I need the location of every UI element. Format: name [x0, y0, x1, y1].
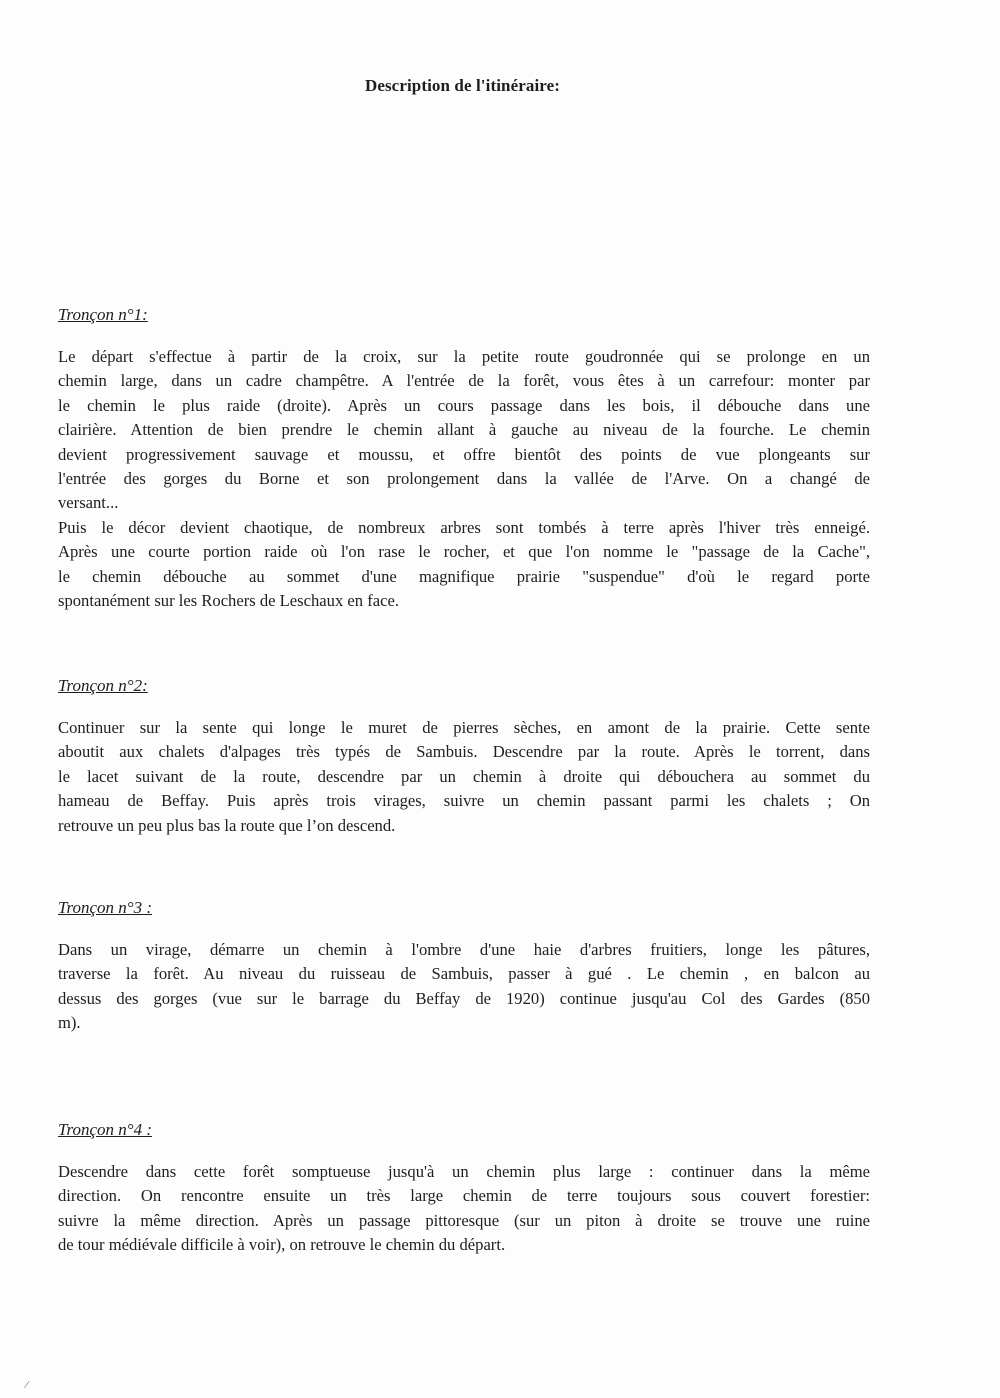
section-heading-2: Tronçon n°2:	[58, 676, 148, 695]
text-line: Puis le décor devient chaotique, de nombreux arbres sont tombés à terre après l'hiver très enneigé.	[58, 517, 870, 537]
section-body-4	[58, 1160, 870, 1258]
text-line: versant...	[58, 493, 119, 513]
text-line: clairière. Attention de bien prendre le chemin allant à gauche au niveau de la fourche. Le chemin	[58, 420, 870, 440]
text-line: traverse la forêt. Au niveau du ruisseau de Sambuis, passer à gué . Le chemin , en balcon au	[58, 964, 870, 984]
section-body-3	[58, 938, 870, 1036]
section-body-1	[58, 345, 870, 613]
text-line: de tour médiévale difficile à voir), on retrouve le chemin du départ.	[58, 1235, 506, 1255]
text-line: suivre la même direction. Après un passage pittoresque (sur un piton à droite se trouve une ruine	[58, 1210, 870, 1230]
text-line: Après une courte portion raide où l'on rase le rocher, et que l'on nomme le "passage de la Cache",	[58, 542, 870, 562]
text-line: hameau de Beffay. Puis après trois virages, suivre un chemin passant parmi les chalets ; On	[58, 791, 870, 811]
section-heading-3: Tronçon n°3 :	[58, 898, 153, 917]
text-line: dessus des gorges (vue sur le barrage du Beffay de 1920) continue jusqu'au Col des Gardes (850	[58, 988, 870, 1008]
section-heading-1: Tronçon n°1:	[58, 305, 148, 324]
text-line: le chemin le plus raide (droite). Après un cours passage dans les bois, il débouche dans une	[58, 395, 870, 415]
text-line: direction. On rencontre ensuite un très large chemin de terre toujours sous couvert forestier:	[58, 1186, 870, 1206]
text-line: Le départ s'effectue à partir de la croix, sur la petite route goudronnée qui se prolonge en un	[58, 347, 870, 366]
page-title: Description de l'itinéraire:	[364, 76, 561, 95]
text-line: spontanément sur les Rochers de Leschaux en face.	[58, 591, 399, 611]
scan-mark: ⁄	[26, 1380, 28, 1391]
section-body-2	[58, 716, 870, 838]
text-line: chemin large, dans un cadre champêtre. A l'entrée de la forêt, vous êtes à un carrefour: monter par	[58, 371, 870, 391]
text-line: devient progressivement sauvage et moussu, et offre bientôt des points de vue plongeants sur	[58, 444, 870, 464]
text-line: aboutit aux chalets d'alpages très typés de Sambuis. Descendre par la route. Après le torrent, dans	[58, 742, 870, 762]
text-line: l'entrée des gorges du Borne et son prolongement dans la vallée de l'Arve. On a changé de	[58, 469, 870, 489]
section-heading-4: Tronçon n°4 :	[58, 1120, 153, 1139]
text-line: Continuer sur la sente qui longe le muret de pierres sèches, en amont de la prairie. Cette sente	[58, 718, 870, 737]
text-line: Descendre dans cette forêt somptueuse jusqu'à un chemin plus large : continuer dans la même	[58, 1162, 870, 1181]
text-line: Dans un virage, démarre un chemin à l'ombre d'une haie d'arbres fruitiers, longe les pâtures,	[58, 940, 870, 959]
text-line: m).	[58, 1013, 81, 1033]
text-line: le lacet suivant de la route, descendre par un chemin à droite qui débouchera au sommet du	[58, 766, 870, 786]
text-line: retrouve un peu plus bas la route que l’on descend.	[58, 815, 396, 835]
text-line: le chemin débouche au sommet d'une magnifique prairie "suspendue" d'où le regard porte	[58, 566, 870, 586]
